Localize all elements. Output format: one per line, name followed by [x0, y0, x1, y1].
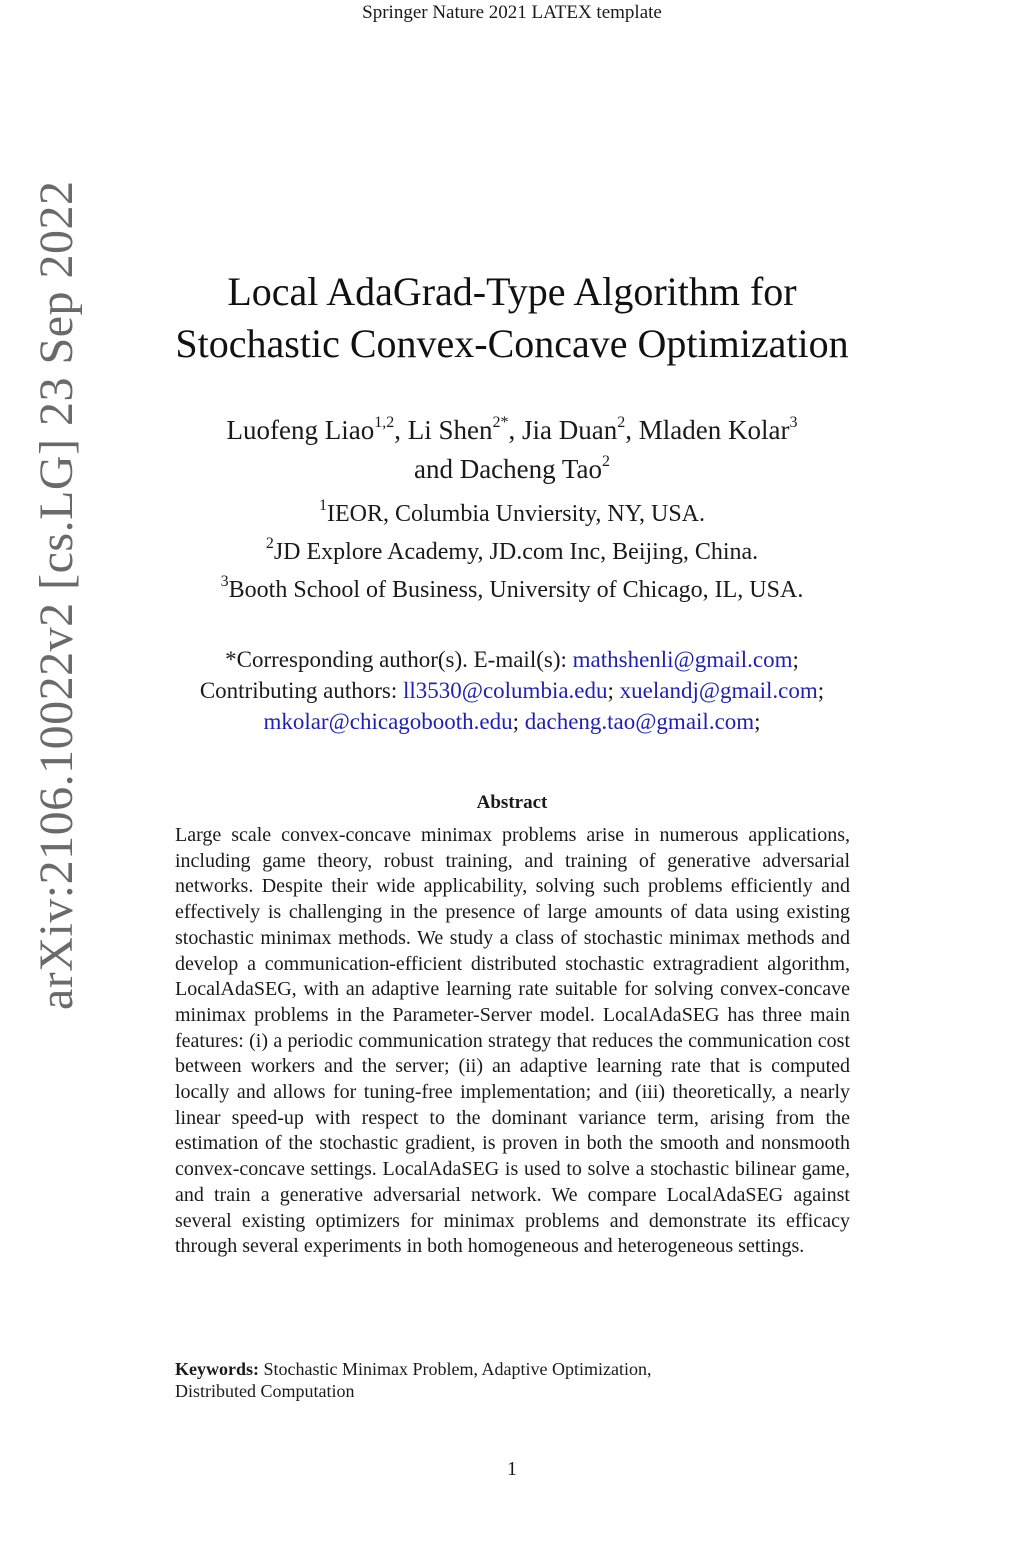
title-line-1: Local AdaGrad-Type Algorithm for	[227, 269, 797, 314]
author: Luofeng Liao	[226, 415, 375, 445]
paper-title	[0, 266, 1024, 370]
contributing-prefix: Contributing authors:	[199, 678, 403, 703]
author-affil-sup: 3	[789, 414, 798, 431]
affiliation-number: 3	[220, 573, 229, 590]
email-link[interactable]: ll3530@columbia.edu	[403, 678, 608, 703]
affiliation-number: 2	[265, 535, 274, 552]
author-affil-sup: 2	[617, 414, 626, 431]
contact-emails	[0, 644, 1024, 737]
keywords-line-2: Distributed Computation	[175, 1381, 355, 1401]
keywords-label: Keywords:	[175, 1359, 259, 1379]
author-separator: ,	[625, 415, 639, 445]
affiliation-text: Booth School of Business, University of Chicago, IL, USA.	[228, 577, 804, 603]
affiliation-list	[0, 492, 1024, 606]
contributing-authors-line: Contributing authors: ll3530@columbia.edu; xuelandj@gmail.com;	[199, 678, 825, 703]
author: and Dacheng Tao	[413, 454, 603, 484]
running-head: Springer Nature 2021 LATEX template	[362, 2, 662, 23]
arxiv-identifier-stamp: arXiv:2106.10022v2 [cs.LG] 23 Sep 2022	[30, 180, 83, 1010]
affiliation	[0, 492, 1024, 530]
author-affil-sup: 2	[602, 453, 611, 470]
author-separator: ,	[508, 415, 522, 445]
author-affil-sup: 1,2	[374, 414, 395, 431]
corresponding-prefix: *Corresponding author(s). E-mail(s):	[225, 647, 573, 672]
title-line-2: Stochastic Convex-Concave Optimization	[175, 321, 849, 366]
author: Li Shen	[407, 415, 493, 445]
affiliation	[0, 568, 1024, 606]
affiliation	[0, 530, 1024, 568]
author-affil-sup: 2*	[492, 414, 509, 431]
corresponding-suffix: ;	[792, 647, 799, 672]
email-link[interactable]: dacheng.tao@gmail.com	[524, 709, 755, 734]
author: Jia Duan	[522, 415, 618, 445]
author-separator: ,	[394, 415, 408, 445]
email-link[interactable]: xuelandj@gmail.com	[619, 678, 818, 703]
page-number: 1	[507, 1458, 517, 1480]
author-list	[0, 408, 1024, 486]
affiliation-text: JD Explore Academy, JD.com Inc, Beijing, China.	[273, 539, 759, 565]
corresponding-author-line	[0, 644, 1024, 675]
corresponding-email-link[interactable]: mathshenli@gmail.com	[572, 647, 793, 672]
contributing-authors-line: mkolar@chicagobooth.edu; dacheng.tao@gmail.com;	[263, 709, 761, 734]
keywords-line-1: Stochastic Minimax Problem, Adaptive Optimization,	[259, 1359, 652, 1379]
abstract-body: Large scale convex-concave minimax problems arise in numerous applications, including game theory, robust training, and training of generative adversarial networks. Despite their wide applicability, solving such problems efficiently and effectively is challenging in the presence of large amounts of data using existing stochastic minimax methods. We study a class of stochastic minimax methods and develop a communication-efficient distributed stochastic extragradient algorithm, LocalAdaSEG, with an adaptive learning rate suitable for solving convex-concave minimax problems in the Parameter-Server model. LocalAdaSEG has three main features: (i) a periodic communication strategy that reduces the communication cost between workers and the server; (ii) an adaptive learning rate that is computed locally and allows for tuning-free implementation; and (iii) theoretically, a nearly linear speed-up with respect to the dominant variance term, arising from the estimation of the stochastic gradient, is proven in both the smooth and nonsmooth convex-concave settings. LocalAdaSEG is used to solve a stochastic bilinear game, and train a generative adversarial network. We compare LocalAdaSEG against several existing optimizers for minimax problems and demonstrate its efficacy through several experiments in both homogeneous and heterogeneous settings.	[175, 824, 850, 1258]
abstract-heading: Abstract	[476, 792, 548, 813]
email-link[interactable]: mkolar@chicagobooth.edu	[263, 709, 513, 734]
affiliation-text: IEOR, Columbia Unviersity, NY, USA.	[327, 501, 705, 527]
author: Mladen Kolar	[638, 415, 790, 445]
keywords	[175, 1358, 850, 1402]
affiliation-number: 1	[319, 497, 327, 514]
